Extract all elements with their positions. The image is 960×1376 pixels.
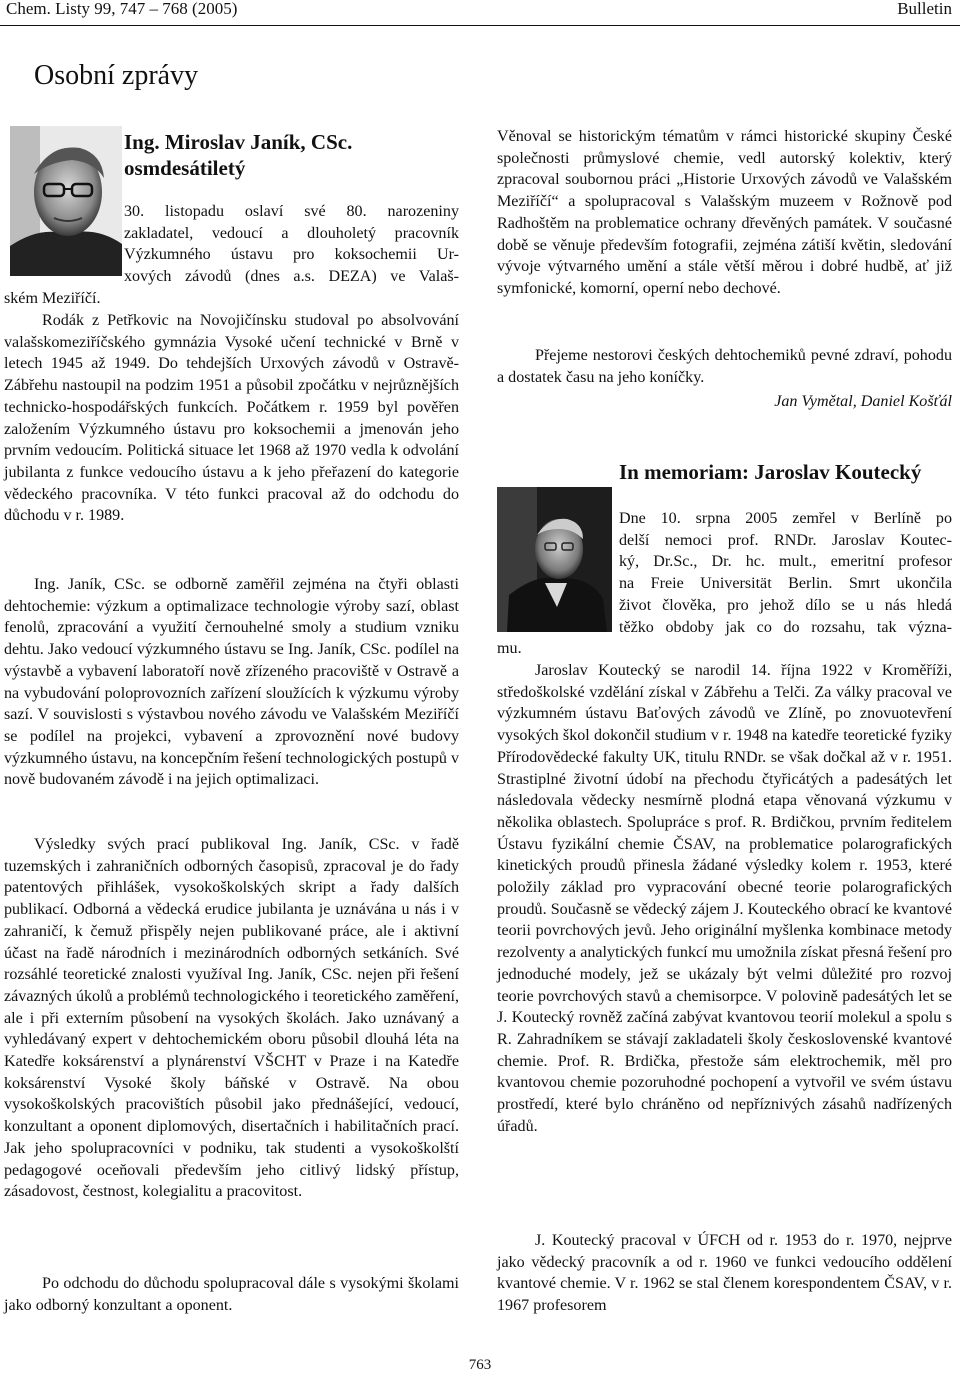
article-title: [124, 129, 352, 181]
intro-line: ký, Dr.Sc., Dr. hc. mult., emeritní profesor: [619, 553, 952, 571]
intro-line: Výzkumného ústavu pro koksochemii Ur-: [124, 246, 459, 264]
portrait-photo-icon: [10, 126, 122, 276]
portrait-photo-koutecky: [497, 487, 612, 632]
portrait-photo-janik: [10, 126, 122, 276]
intro-line: Dne 10. srpna 2005 zemřel v Berlíně po: [619, 510, 952, 527]
paragraph: Výsledky svých prací publikoval Ing. Janík, CSc. v řadě tuzemských i zahraničních odborných časopisů, zpracoval je do řady patentových přihlášek, vysokoškolských skript a řady dalších publikací. Odborná a vědecká erudice jubilanta je uznávána u nás i v zahraničí, k čemuž přispěly nejen publikované práce, ale i aktivní účast na řadě národních i mezinárodních odborných setkáních. Své rozsáhlé teoretické znalosti využíval Ing. Janík, CSc. nejen při řešení závazných úkolů a problémů technologického i teoretického zaměření, ale i při externím působení na vysokých školách. Jako uznávaný a vyhledávaný expert v dehtochemickém oboru působil dlouhá léta na Katedře koksárenství a plynárenství VŠCHT v Praze i na Katedře koksárenství Vysoké školy báňské v Ostravě. Na obou vysokoškolských pracovištích působil jako přednášející, vedoucí, konzultant a oponent diplomových, disertačních i habilitačních prací. Jak jeho spolupracovníci v podniku, tak studenti a vysokoškolští pedagogové oceňovali především jeho citlivý lidský přístup, zásadovost, čestnost, kolegialitu a pracovitost.: [4, 836, 459, 1201]
header-rule: [0, 25, 960, 26]
intro-text: [124, 201, 459, 288]
intro-line: 30. listopadu oslaví své 80. narozeniny: [124, 203, 459, 220]
intro-line: delší nemoci prof. RNDr. Jaroslav Koutec-: [619, 531, 952, 549]
paragraph: Ing. Janík, CSc. se odborně zaměřil zejména na čtyři oblasti dehtochemie: výzkum a optimalizace technologie výroby sazí, oblast fenolů, zpracování a využití černouhelné smoly a studium vzniku dehtu. Jako vedoucí výzkumného ústavu se Ing. Janík, CSc. podílel na výstavbě a vybavení laboratoří nově zřízeného pracoviště v Ostravě a na vybudování poloprovozních zařízení sloužících k výzkumu výroby sazí. V souvislosti s výstavbou nového závodu ve Valašském Meziříčí se podílel na projekci, vybavení a zprovoznění nové budovy výzkumného ústavu, na koncepčním řešení technologických postupů v nově budovaném závodě i na jejich optimalizaci.: [4, 576, 459, 789]
intro-line: zakladatel, vedoucí a dlouholetý pracovník: [124, 224, 459, 242]
intro-tail: mu.: [497, 640, 522, 657]
article-signature: Jan Vymětal, Daniel Košťál: [774, 393, 952, 410]
article-title-line2: osmdesátiletý: [124, 156, 246, 180]
memoriam-intro: [619, 508, 952, 638]
portrait-photo-icon: [497, 487, 612, 632]
journal-citation: Chem. Listy 99, 747 – 768 (2005): [6, 0, 238, 18]
intro-tail: ském Meziříčí.: [4, 290, 101, 307]
paragraph: Jaroslav Koutecký se narodil 14. října 1922 v Kroměříži, středoškolské vzdělání získal v Zábřehu a Telči. Za války pracoval ve výzkumném ústavu Baťových závodů ve Zlíně, po znovuotevření vysokých škol dokončil studium v r. 1948 na katedře teoretické fyziky Přírodovědecké fakulty UK, titulu RNDr. se však dočkal až v r. 1951. Strastiplné životní údobí na přechodu čtyřicátých a padesátých let následovala vědecky nesmírně plodná etapa věnovaná výzkumu v několika oblastech. Spolupráce s prof. R. Brdičkou, prvním ředitelem Ústavu fyzikální chemie ČSAV, na problematice polarografických kinetických proudů přinesla žádané výsledky kolem r. 1953, které položily základ pro vypracování obecné teorie polarografických proudů. Současně se vědecký zájem J. Kouteckého obrací ke kvantové teorii povrchových jevů. Jeho originální myšlenka kombinace metody rezolventy a analytických funkcí mu umožnila získat přesná řešení pro jednoduché modely, jež se ukázaly být velmi důležité pro rozvoj teorie povrchových stavů a chemisorpce. V polovině padesátých let se J. Koutecký rovněž začíná zabývat kvantovou teorií molekul a spolu s R. Zahradníkem se stávají zakladateli školy československé kvantové chemie. Prof. R. Brdička, přestože sám elektrochemik, měl pro kvantovou chemie pozoruhodné pochopení a vytvořil ve svém ústavu prostředí, které bylo chráněno od nepříznivých zásahů nadřízených úřadů.: [497, 662, 952, 1135]
page-title: Osobní zprávy: [34, 60, 199, 91]
intro-line: život člověka, pro jehož dílo se u nás hledá: [619, 596, 952, 614]
paragraph: J. Koutecký pracoval v ÚFCH od r. 1953 do r. 1970, nejprve jako vědecký pracovník a od r. 1960 ve funkci vedoucího oddělení kvantové chemie. V r. 1962 se stal členem korespondentem ČSAV, v r. 1967 profesorem: [497, 1232, 952, 1315]
intro-line: na Freie Universität Berlin. Smrt ukončila: [619, 575, 952, 593]
intro-line: těžko obdoby jak co do rozsahu, tak význa-: [619, 618, 952, 636]
page-number: 763: [468, 1357, 492, 1373]
paragraph: Po odchodu do důchodu spolupracoval dále s vysokými školami jako odborný konzultant a oponent.: [4, 1275, 459, 1314]
memoriam-title: In memoriam: Jaroslav Koutecký: [619, 460, 922, 484]
section-label: Bulletin: [897, 0, 952, 18]
article-title-line1: Ing. Miroslav Janík, CSc.: [124, 130, 353, 154]
paragraph: Přejeme nestorovi českých dehtochemiků pevné zdraví, pohodu a dostatek času na jeho koníčky.: [497, 347, 952, 386]
paragraph: Věnoval se historickým tématům v rámci historické skupiny České společnosti průmyslové chemie, vedl autorský kolektiv, který zpracoval soubornou práci „Historie Urxových závodů ve Valašském Meziříčí“ a spolupracoval s Valašským muzeem v Rožnově pod Radhoštěm na problematice ochrany dřevěných památek. V současné době se věnuje především fotografii, zejména zátiší květin, sledování vývoje výtvarného umění a stále větší měrou i dobré hudbě, ať již symfonické, komorní, operní nebo dechové.: [497, 128, 952, 297]
running-head: [0, 0, 960, 24]
paragraph: Rodák z Petřkovic na Novojičínsku studoval po absolvování valašskomeziříčského gymnázia Vysoké učení technické v Brně v letech 1945 až 1949. Do tehdejších Urxových závodů v Ostravě-Zábřehu nastoupil na podzim 1951 a působil zpočátku v nejrůznějších technicko-hospodářských funkcích. Počátkem r. 1959 byl pověřen založením Výzkumného ústavu pro koksochemii a jmenován jeho prvním vedoucím. Politická situace let 1968 až 1970 vedla k odvolání jubilanta z funkce vedoucího ústavu a k jeho přeřazení do kategorie vědeckého pracovníka. V této funkci pracoval až do odchodu do důchodu v r. 1989.: [4, 312, 459, 525]
intro-line: xových závodů (dnes a.s. DEZA) ve Valaš-: [124, 268, 459, 286]
